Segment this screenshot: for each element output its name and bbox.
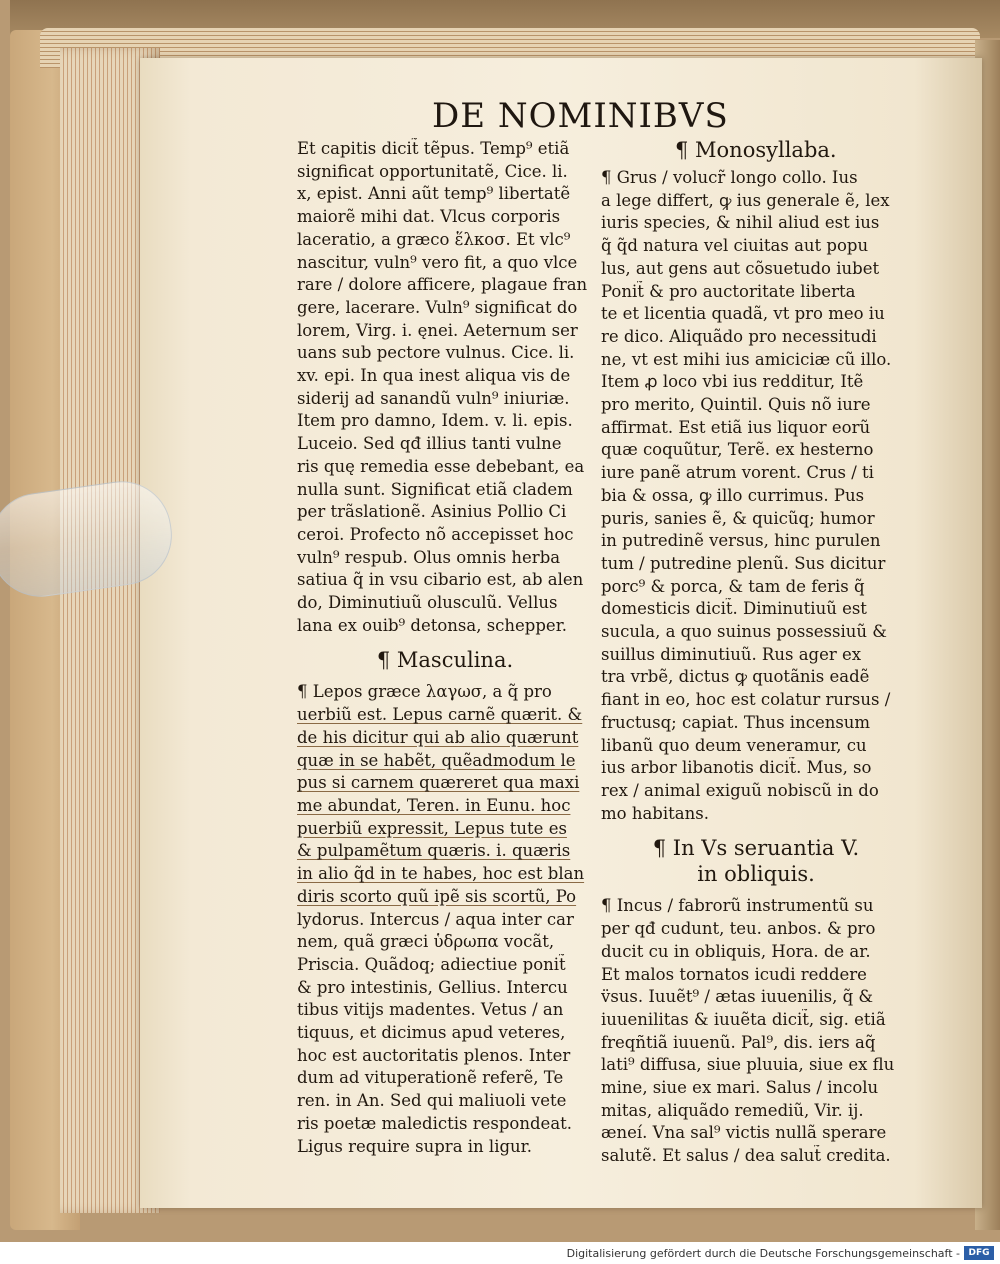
text-line: ¶ Incus / fabrorũ instrumentũ su [601, 896, 874, 916]
text-line: nem, quã græci ὑδρωπα vocãt, [297, 932, 555, 952]
text-line: uans sub pectore vulnus. Cice. li. [297, 343, 575, 363]
footer-bar [0, 1242, 1000, 1264]
text-line: Luceio. Sed qđ illius tanti vulne [297, 434, 562, 454]
text-line: mitas, aliquãdo remediũ, Vir. ij. [601, 1100, 864, 1120]
text-line: diris scorto quũ ipẽ sis scortũ, Po [297, 886, 577, 906]
text-line: nascitur, vuln⁹ vero fit, a quo vlce [297, 252, 578, 272]
text-line: significat opportunitatẽ, Cice. li. [297, 161, 568, 181]
text-line: freqñtiã iuuenũ. Pal⁹, dis. iers aq̃ [601, 1032, 876, 1052]
text-line: æneí. Vna sal⁹ victis nullã sperare [601, 1123, 887, 1143]
text-line: lus, aut gens aut cõsuetudo iubet [601, 258, 880, 278]
text-line: hoc est auctoritatis plenos. Inter [297, 1045, 571, 1065]
text-line: pus si carnem quæreret qua maxi [297, 773, 580, 793]
right-column [601, 167, 911, 1168]
footer-credit: Digitalisierung gefördert durch die Deutsche Forschungsgemeinschaft - [566, 1247, 960, 1260]
text-line: puerbiũ expressit, Lepus tute es [297, 818, 567, 838]
text-line: rex / animal exiguũ nobiscũ in do [601, 780, 879, 800]
text-line: suillus diminutiuũ. Rus ager ex [601, 644, 862, 664]
text-line: iuris species, & nihil aliud est ius [601, 213, 880, 233]
text-line: te et licentia quadã, vt pro meo iu [601, 304, 885, 324]
text-line: me abundat, Teren. in Eunu. hoc [297, 795, 571, 815]
text-line: rare / dolore afficere, plagaue fran [297, 275, 588, 295]
text-line: in alio q̃d in te habes, hoc est blan [297, 864, 585, 884]
text-line: ceroi. Profecto nõ accepisset hoc [297, 524, 574, 544]
text-line: nulla sunt. Significat etiã cladem [297, 479, 573, 499]
heading-in-us-line2: in obliquis. [697, 862, 815, 887]
text-line: salutẽ. Et salus / dea salut̃ credita. [601, 1146, 891, 1166]
text-line: tra vrbẽ, dictus ꝙ quotãnis eadẽ [601, 667, 870, 687]
text-line: v̈sus. Iuuẽt⁹ / ætas iuuenilis, q̃ & [601, 987, 874, 1007]
text-line: ris quę remedia esse debebant, ea [297, 456, 585, 476]
text-line: do, Diminutiuũ olusculũ. Vellus [297, 593, 558, 613]
text-line: lati⁹ diffusa, siue pluuia, siue ex flu [601, 1055, 895, 1075]
page-title: DE NOMINIBVS [432, 96, 729, 136]
text-line: ¶ Lepos græce λαγωσ, a q̃ pro [297, 682, 552, 702]
text-line: quæ in se habẽt, quẽadmodum le [297, 750, 576, 770]
text-line: tum / putredine plenũ. Sus dicitur [601, 553, 886, 573]
text-line: uerbiũ est. Lepus carnẽ quærit. & [297, 705, 583, 725]
text-line: affirmat. Est etiã ius liquor eorũ [601, 417, 871, 437]
text-line: a lege differt, ꝙ ius generale ẽ, lex [601, 190, 890, 210]
text-line: xv. epi. In qua inest aliqua vis de [297, 366, 571, 386]
text-line: Priscia. Quãdoq; adiectiue ponit̃ [297, 954, 566, 974]
text-line: fructusq; capiat. Thus incensum [601, 712, 871, 732]
text-line: Ponit̃ & pro auctoritate liberta [601, 281, 856, 301]
text-line: Ligus require supra in ligur. [297, 1136, 532, 1156]
text-line: Item pro damno, Idem. v. li. epis. [297, 411, 573, 431]
text-line: satiua q̃ in vsu cibario est, ab alen [297, 570, 584, 590]
text-line: laceratio, a græco ἕλκοσ. Et vlc⁹ [297, 229, 571, 249]
text-line: lana ex ouib⁹ detonsa, schepper. [297, 615, 568, 635]
text-line: quæ coquũtur, Terẽ. ex hesterno [601, 440, 874, 460]
text-line: ris poetæ maledictis respondeat. [297, 1113, 573, 1133]
text-line: pro merito, Quintil. Quis nõ iure [601, 395, 871, 415]
text-line: tiquus, et dicimus apud veteres, [297, 1023, 566, 1043]
text-line: Et capitis dicit̃ tẽpus. Temp⁹ etiã [297, 139, 570, 158]
text-line: maiorẽ mihi dat. Vlcus corporis [297, 207, 561, 227]
heading-in-us-line1: ¶ In Vs seruantia V. [652, 836, 860, 861]
text-line: sucula, a quo suinus possessiuũ & [601, 622, 887, 642]
text-line: re dico. Aliquãdo pro necessitudi [601, 326, 877, 346]
text-line: iure panẽ atrum vorent. Crus / ti [601, 463, 874, 483]
text-line: mine, siue ex mari. Salus / incolu [601, 1078, 879, 1098]
text-line: ren. in An. Sed qui maliuoli vete [297, 1091, 567, 1111]
text-line: gere, lacerare. Vuln⁹ significat do [297, 297, 578, 317]
text-line: bia & ossa, ꝙ illo currimus. Pus [601, 485, 865, 505]
text-line: per qđ cudunt, teu. anbos. & pro [601, 919, 876, 939]
heading-masculina: ¶ Masculina. [376, 648, 514, 673]
text-line: & pulpamẽtum quæris. i. quæris [297, 841, 571, 861]
text-line: iuuenilitas & iuuẽta dicit̃, sig. etiã [601, 1009, 886, 1029]
text-line: lydorus. Intercus / aqua inter car [297, 909, 574, 929]
text-line: in putredinẽ versus, hinc purulen [601, 531, 881, 551]
text-line: domesticis dicit̃. Diminutiuũ est [601, 599, 867, 619]
text-line: mo habitans. [601, 803, 709, 823]
left-column-bottom-text [297, 681, 593, 1158]
dfg-logo: DFG [964, 1246, 994, 1260]
text-line: Et malos tornatos icudi reddere [601, 964, 867, 984]
left-column [297, 138, 593, 1158]
left-column-top-text [297, 138, 593, 637]
text-line: Item ꝓ loco vbi ius redditur, Itẽ [601, 372, 864, 392]
text-line: dum ad vituperationẽ referẽ, Te [297, 1068, 564, 1088]
text-line: lorem, Virg. i. ęnei. Aeternum ser [297, 320, 578, 340]
text-line: & pro intestinis, Gellius. Intercu [297, 977, 568, 997]
text-line: q̃ q̃d natura vel ciuitas aut popu [601, 236, 869, 256]
text-line: ducit cu in obliquis, Hora. de ar. [601, 941, 871, 961]
text-line: ¶ Grus / volucr̃ longo collo. Ius [601, 168, 858, 187]
heading-monosyllaba: ¶ Monosyllaba. [675, 138, 837, 162]
right-column-top-text [601, 167, 911, 825]
text-line: porc⁹ & porca, & tam de feris q̃ [601, 576, 865, 596]
text-line: vuln⁹ respub. Olus omnis herba [297, 547, 561, 567]
text-line: per trãslationẽ. Asinius Pollio Ci [297, 502, 567, 522]
text-line: fiant in eo, hoc est colatur rursus / [601, 690, 891, 710]
text-line: ius arbor libanotis dicit̃. Mus, so [601, 758, 872, 778]
text-line: tibus vitijs madentes. Vetus / an [297, 1000, 564, 1020]
text-line: puris, sanies ẽ, & quicũq; humor [601, 508, 875, 528]
text-line: de his dicitur qui ab alio quærunt [297, 727, 579, 747]
right-column-bottom-text [601, 895, 911, 1167]
text-line: ne, vt est mihi ius amiciciæ cũ illo. [601, 349, 892, 369]
text-line: libanũ quo deum veneramur, cu [601, 735, 867, 755]
text-line: siderij ad sanandũ vuln⁹ iniuriæ. [297, 388, 570, 408]
text-line: x, epist. Anni aũt temp⁹ libertatẽ [297, 184, 571, 204]
